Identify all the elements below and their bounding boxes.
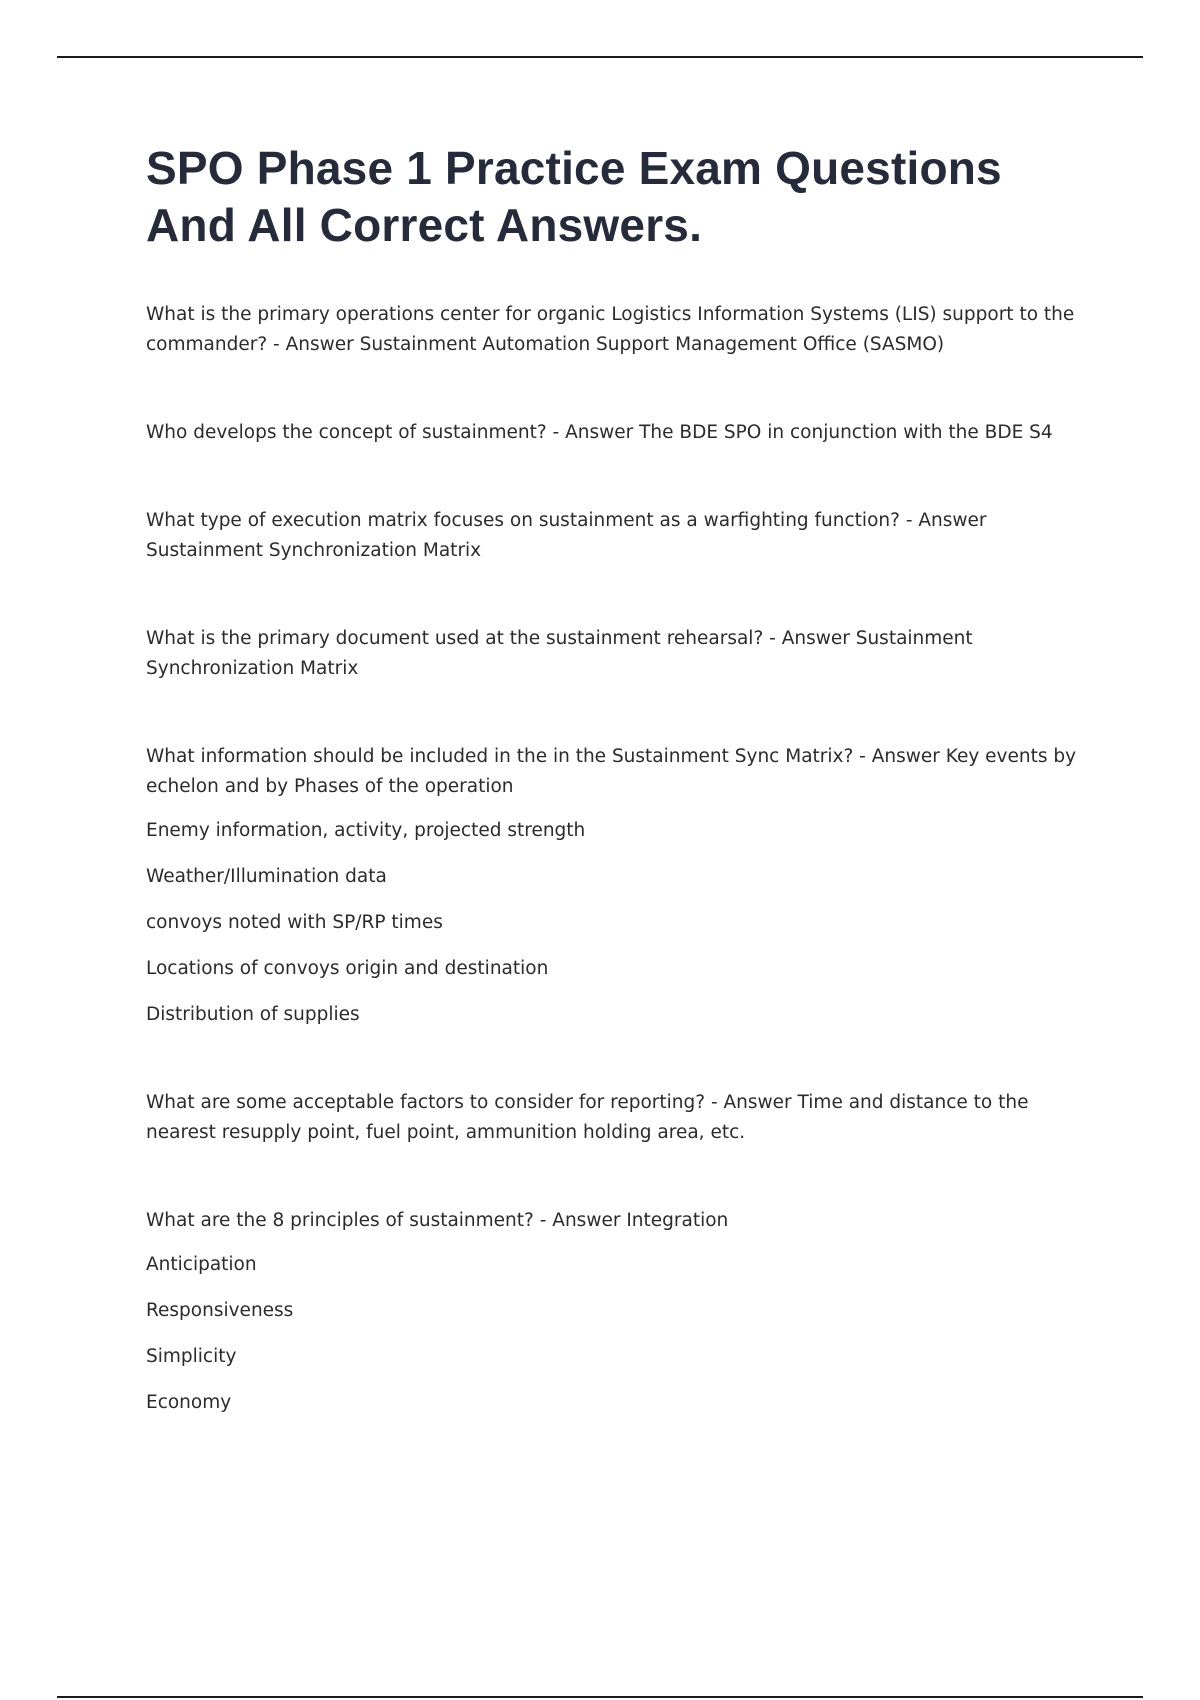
qa-item: [146, 624, 1096, 684]
qa-item: [146, 1088, 1096, 1148]
qa-answer-line: Simplicity: [146, 1346, 237, 1367]
document-title: SPO Phase 1 Practice Exam Questions And All Correct Answers.: [146, 142, 1002, 251]
qa-answer-line: Distribution of supplies: [146, 1004, 360, 1025]
qa-item: [146, 506, 1096, 566]
qa-answer-line: Locations of convoys origin and destination: [146, 958, 549, 979]
qa-answer-line: Economy: [146, 1392, 232, 1413]
qa-item: [146, 418, 1096, 448]
qa-item: [146, 1206, 1096, 1418]
top-rule: [57, 56, 1143, 58]
qa-item: [146, 742, 1096, 1030]
qa-item: [146, 300, 1096, 360]
qa-answer-line: Responsiveness: [146, 1300, 294, 1321]
qa-text: What information should be included in the in the Sustainment Sync Matrix? - Answer Key events by echelon and by Phases of the operation: [146, 746, 1077, 797]
qa-answer-line: convoys noted with SP/RP times: [146, 912, 443, 933]
qa-text: Who develops the concept of sustainment? - Answer The BDE SPO in conjunction with the BDE S4: [146, 422, 1053, 443]
qa-text: What is the primary document used at the sustainment rehearsal? - Answer Sustainment Synchronization Matrix: [146, 628, 973, 679]
qa-answer-line: Weather/Illumination data: [146, 866, 387, 887]
bottom-rule: [57, 1696, 1143, 1698]
qa-text: What is the primary operations center for organic Logistics Information Systems (LIS) support to the commander? - Answer Sustainment Automation Support Management Office (SASMO): [146, 304, 1075, 355]
qa-answer-line: Anticipation: [146, 1254, 257, 1275]
qa-text: What are some acceptable factors to consider for reporting? - Answer Time and distance to the nearest resupply point, fuel point, ammunition holding area, etc.: [146, 1092, 1029, 1143]
qa-text: What type of execution matrix focuses on sustainment as a warfighting function? - Answer Sustainment Synchronization Matrix: [146, 510, 987, 561]
document-body: [146, 140, 1096, 1476]
qa-list: [146, 300, 1096, 1418]
qa-answer-line: Enemy information, activity, projected strength: [146, 820, 586, 841]
qa-text: What are the 8 principles of sustainment? - Answer Integration: [146, 1210, 729, 1231]
